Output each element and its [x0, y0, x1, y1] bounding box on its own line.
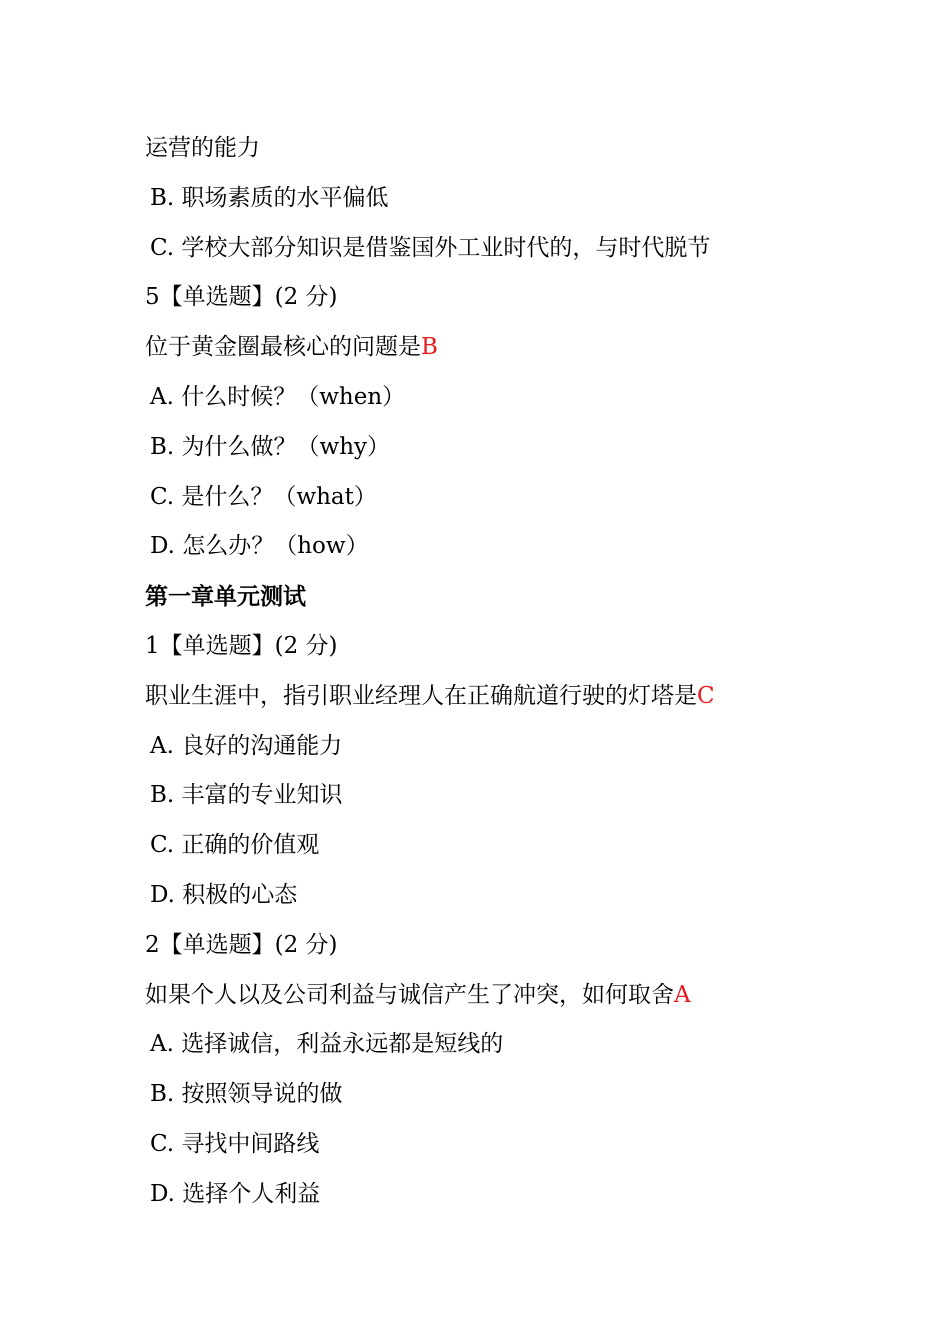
option-d: D. 积极的心态 [150, 881, 298, 908]
answer-key: A [674, 981, 691, 1008]
question-header: 5【单选题】(2 分) [145, 284, 338, 311]
question-text [145, 323, 865, 373]
option-a: A. 良好的沟通能力 [150, 732, 343, 759]
answer-key: B [421, 334, 438, 361]
option-b: B. 职场素质的水平偏低 [150, 184, 389, 211]
question-text [145, 672, 865, 722]
option-d: D. 选择个人利益 [150, 1180, 321, 1207]
option-b: B. 为什么做？（why） [150, 433, 391, 460]
question-stem: 职业生涯中，指引职业经理人在正确航道行驶的灯塔是 [145, 682, 697, 709]
question-header: 2【单选题】(2 分) [145, 931, 338, 958]
option-c: C. 学校大部分知识是借鉴国外工业时代的，与时代脱节 [150, 234, 711, 261]
option-a: A. 选择诚信，利益永远都是短线的 [150, 1031, 504, 1058]
question-text [145, 971, 865, 1021]
question-header: 1【单选题】(2 分) [145, 632, 338, 659]
option-c: C. 寻找中间路线 [150, 1130, 320, 1157]
option-d: D. 怎么办？（how） [150, 533, 369, 560]
option-c: C. 正确的价值观 [150, 832, 320, 859]
option-b: B. 丰富的专业知识 [150, 782, 343, 809]
section-heading: 第一章单元测试 [145, 583, 306, 611]
option-b: B. 按照领导说的做 [150, 1081, 343, 1108]
option-c: C. 是什么？（what） [150, 483, 377, 510]
question-text-continuation: 运营的能力 [145, 135, 260, 161]
option-a: A. 什么时候？（when） [150, 383, 406, 410]
document-body [145, 124, 865, 1220]
answer-key: C [697, 682, 715, 709]
question-stem: 如果个人以及公司利益与诚信产生了冲突，如何取舍 [145, 981, 674, 1008]
question-stem: 位于黄金圈最核心的问题是 [145, 334, 421, 361]
